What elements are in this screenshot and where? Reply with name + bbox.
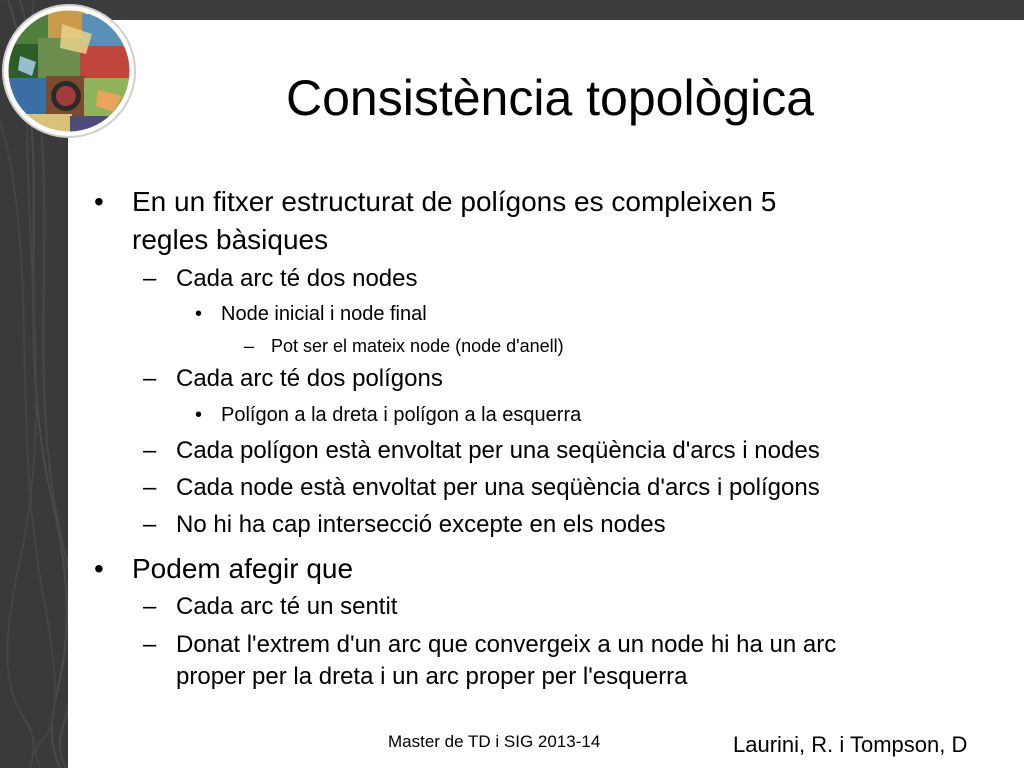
bullet-marker: – [143,511,157,538]
bullet-marker: • [94,186,104,217]
bullet-text-level-3: Polígon a la dreta i polígon a la esquerra [221,404,582,426]
bullet-text-level-1: Podem afegir que [132,553,354,584]
footer-citation: Laurini, R. i Tompson, D [733,732,968,757]
bullet-text-level-2: No hi ha cap intersecció excepte en els nodes [176,511,666,538]
bullet-text-level-2: Donat l'extrem d'un arc que convergeix a un node hi ha un arc [176,631,837,658]
bullet-text-level-1: En un fitxer estructurat de polígons es compleixen 5 [132,186,777,217]
bullet-text-level-2: Cada node està envoltat per una seqüència d'arcs i polígons [176,474,820,501]
bullet-text-level-2: Cada arc té un sentit [176,593,398,620]
bullet-marker: • [195,303,203,325]
bullet-text-continuation: proper per la dreta i un arc proper per l'esquerra [176,663,688,690]
bullet-marker: – [244,336,255,356]
bullet-text-continuation: regles bàsiques [132,224,329,255]
bullet-text-level-2: Cada arc té dos nodes [176,265,418,292]
bullet-marker: – [143,474,157,501]
bullet-marker: • [195,404,203,426]
footer-course: Master de TD i SIG 2013-14 [388,732,601,751]
bullet-marker: – [143,631,157,658]
bullet-marker: – [143,365,157,392]
bullet-marker: • [94,553,104,584]
bullet-text-level-2: Cada polígon està envoltat per una seqüència d'arcs i nodes [176,437,820,464]
bullet-text-level-3: Node inicial i node final [221,303,427,325]
bullet-text-level-2: Cada arc té dos polígons [176,365,443,392]
slide-title: Consistència topològica [286,70,815,126]
bullet-marker: – [143,593,157,620]
bullet-marker: – [143,265,157,292]
bullet-text-level-4: Pot ser el mateix node (node d'anell) [271,336,564,356]
bullet-marker: – [143,437,157,464]
